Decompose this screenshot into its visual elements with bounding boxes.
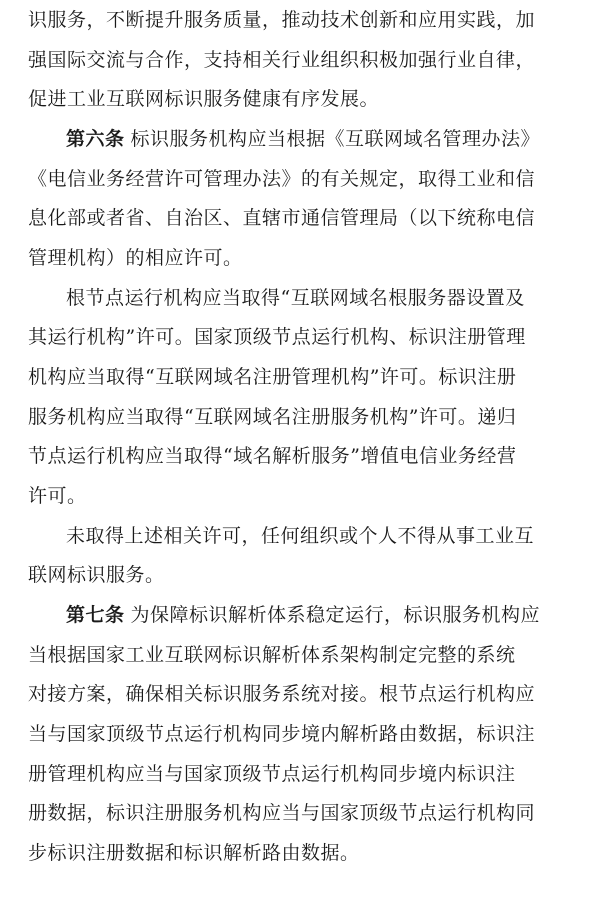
paragraph-first-line: 未取得上述相关许可，任何组织或个人不得从事工业互 [66, 525, 535, 547]
paragraph-line: 其运行机构”许可。国家顶级节点运行机构、标识注册管理 [28, 326, 526, 348]
paragraph-line: 当与国家顶级节点运行机构同步境内解析路由数据，标识注 [28, 723, 536, 745]
paragraph-line: 息化部或者省、自治区、直辖市通信管理局（以下统称电信 [28, 207, 536, 229]
paragraph-line: 节点运行机构应当取得“域名解析服务”增值电信业务经营 [28, 445, 517, 467]
paragraph-line: 对接方案，确保相关标识服务系统对接。根节点运行机构应 [28, 683, 536, 705]
paragraph-line: 联网标识服务。 [28, 564, 165, 586]
paragraph-line: 册数据，标识注册服务机构应当与国家顶级节点运行机构同 [28, 802, 536, 824]
paragraph-line: 强国际交流与合作，支持相关行业组织积极加强行业自律， [28, 49, 536, 71]
paragraph-text: 标识服务机构应当根据《互联网域名管理办法》 [130, 128, 541, 150]
article-6-label: 第六条 [66, 128, 125, 150]
paragraph-line: 管理机构）的相应许可。 [28, 247, 243, 269]
paragraph-line: 册管理机构应当与国家顶级节点运行机构同步境内标识注 [28, 763, 516, 785]
paragraph-line: 许可。 [28, 485, 87, 507]
article-6-first-line [66, 119, 584, 159]
paragraph-line: 识服务，不断提升服务质量，推动技术创新和应用实践，加 [28, 9, 536, 31]
article-7-first-line [66, 595, 584, 635]
paragraph-line: 机构应当取得“互联网域名注册管理机构”许可。标识注册 [28, 366, 517, 388]
paragraph-line: 当根据国家工业互联网标识解析体系架构制定完整的系统 [28, 644, 516, 666]
paragraph-first-line: 根节点运行机构应当取得“互联网域名根服务器设置及 [66, 287, 525, 309]
article-7-label: 第七条 [66, 604, 125, 626]
paragraph-line: 《电信业务经营许可管理办法》的有关规定，取得工业和信 [28, 168, 536, 190]
paragraph-line: 促进工业互联网标识服务健康有序发展。 [28, 88, 380, 110]
paragraph-text: 为保障标识解析体系稳定运行，标识服务机构应 [130, 604, 541, 626]
paragraph-line: 步标识注册数据和标识解析路由数据。 [28, 842, 360, 864]
paragraph-line: 服务机构应当取得“互联网域名注册服务机构”许可。递归 [28, 406, 517, 428]
